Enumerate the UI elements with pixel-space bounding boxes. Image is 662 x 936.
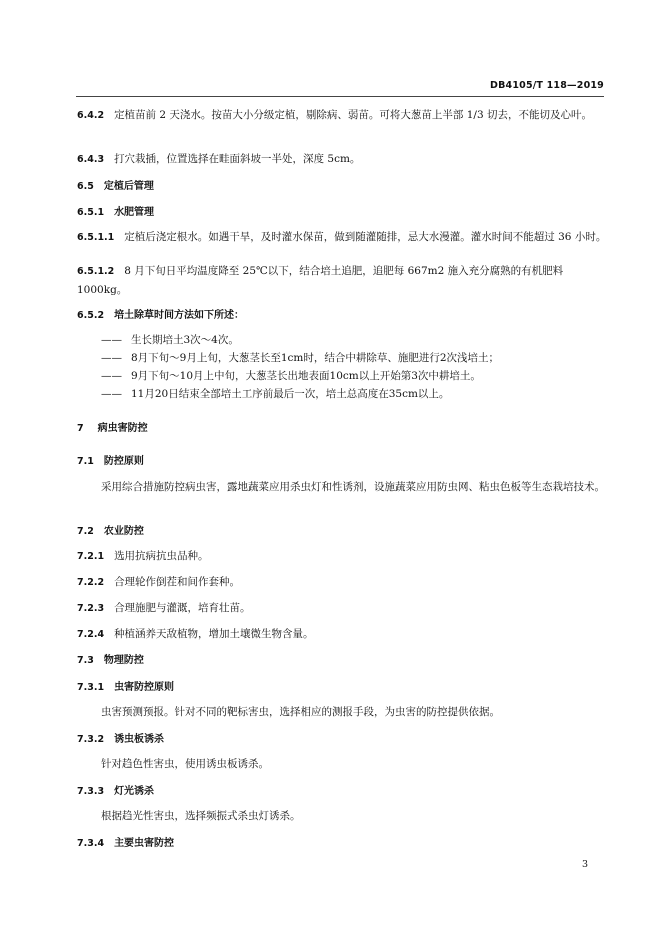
paragraph-7-3-2: 针对趋色性害虫，使用诱虫板诱杀。 [101, 758, 269, 770]
clause-6-5-1-2 [77, 262, 607, 299]
clause-text: 定植后浇定根水。如遇干旱，及时灌水保苗，做到随灌随排，忌大水漫灌。灌水时间不能超过 36 小时。 [124, 231, 607, 243]
clause-number: 7.2.2 [77, 577, 105, 588]
clause-7-2-4 [77, 625, 607, 644]
clause-text: 种植涵养天敌植物，增加土壤微生物含量。 [114, 628, 314, 640]
clause-6-5-2 [77, 306, 607, 325]
dash-marker: —— [101, 352, 122, 364]
paragraph-7-3-3: 根据趋光性害虫，选择频振式杀虫灯诱杀。 [101, 810, 301, 822]
heading-title: 防控原则 [103, 456, 144, 467]
clause-number: 6.5.1.1 [77, 232, 115, 243]
heading-number: 7.3.4 [77, 838, 105, 849]
heading-title: 虫害防控原则 [114, 682, 175, 693]
list-item [77, 367, 631, 385]
clause-7-2-3 [77, 599, 607, 618]
chapter-7-heading [77, 419, 607, 438]
list-item-text: 11月20日结束全部培土工序前最后一次，培土总高度在35cm以上。 [131, 388, 450, 400]
list-item-text: 生长期培土3次～4次。 [131, 334, 239, 346]
heading-7-3-2 [77, 730, 607, 749]
clause-number: 7.2.4 [77, 629, 105, 640]
list-item-text: 9月下旬～10月上中旬，大葱茎长出地表面10cm以上开始第3次中耕培土。 [131, 370, 481, 382]
heading-6-5-1 [77, 203, 607, 222]
heading-6-5 [77, 177, 607, 196]
clause-6-4-3 [77, 150, 607, 169]
clause-text: 打穴栽插，位置选择在畦面斜坡一半处，深度 5cm。 [114, 153, 361, 165]
clause-number: 7.2.1 [77, 551, 105, 562]
header-rule [76, 96, 604, 97]
document-code: DB4105/T 118—2019 [490, 80, 604, 91]
clause-text: 定植苗前 2 天浇水。按苗大小分级定植，剔除病、弱苗。可将大葱苗上半部 1/3 切去，不能切及心叶。 [114, 109, 592, 121]
heading-title: 农业防控 [103, 526, 144, 537]
heading-title: 定植后管理 [103, 181, 154, 192]
paragraph-7-3-1: 虫害预测预报。针对不同的靶标害虫，选择相应的测报手段，为虫害的防控提供依据。 [101, 706, 500, 718]
clause-number: 6.5.2 [77, 310, 105, 321]
list-item [77, 349, 631, 367]
clause-number: 6.4.3 [77, 154, 105, 165]
heading-number: 6.5 [77, 181, 94, 192]
heading-title: 诱虫板诱杀 [114, 734, 165, 745]
dash-marker: —— [101, 334, 122, 346]
heading-title: 物理防控 [103, 655, 144, 666]
heading-title: 水肥管理 [114, 207, 155, 218]
heading-number: 7.2 [77, 526, 94, 537]
heading-number: 7.3 [77, 655, 94, 666]
clause-6-4-2 [77, 106, 607, 125]
heading-title: 主要虫害防控 [114, 838, 175, 849]
heading-number: 7.3.2 [77, 734, 105, 745]
clause-text: 8 月下旬日平均温度降至 25℃以下，结合培土追肥，追肥每 667m2 施入充分腐熟的有机肥料 1000kg。 [77, 265, 564, 296]
clause-text: 选用抗病抗虫品种。 [114, 550, 209, 562]
heading-number: 7.3.3 [77, 786, 105, 797]
clause-text: 合理轮作倒茬和间作套种。 [114, 576, 241, 588]
page-number: 3 [581, 859, 588, 870]
heading-7-3 [77, 651, 607, 670]
chapter-title: 病虫害防控 [97, 423, 148, 434]
heading-number: 7.3.1 [77, 682, 105, 693]
heading-title: 灯光诱杀 [114, 786, 155, 797]
heading-number: 7.1 [77, 456, 94, 467]
dash-marker: —— [101, 370, 122, 382]
paragraph-7-1: 采用综合措施防控病虫害，露地蔬菜应用杀虫灯和性诱剂，设施蔬菜应用防虫网、粘虫色板等生态栽培技术。 [101, 481, 605, 493]
list-item [77, 331, 631, 349]
clause-6-5-1-1 [77, 228, 607, 247]
dash-marker: —— [101, 388, 122, 400]
heading-number: 6.5.1 [77, 207, 105, 218]
list-item [77, 385, 631, 403]
chapter-number: 7 [77, 423, 84, 434]
clause-title: 培土除草时间方法如下所述： [114, 310, 245, 321]
clause-text: 合理施肥与灌溉，培育壮苗。 [114, 602, 251, 614]
clause-number: 6.4.2 [77, 110, 105, 121]
list-item-text: 8月下旬～9月上旬，大葱茎长至1cm时，结合中耕除草、施肥进行2次浅培土； [131, 352, 500, 364]
heading-7-3-4 [77, 834, 607, 853]
heading-7-1 [77, 452, 607, 471]
clause-7-2-2 [77, 573, 607, 592]
heading-7-3-3 [77, 782, 607, 801]
heading-7-2 [77, 522, 607, 541]
clause-number: 7.2.3 [77, 603, 105, 614]
heading-7-3-1 [77, 678, 607, 697]
clause-7-2-1 [77, 547, 607, 566]
clause-number: 6.5.1.2 [77, 266, 115, 277]
